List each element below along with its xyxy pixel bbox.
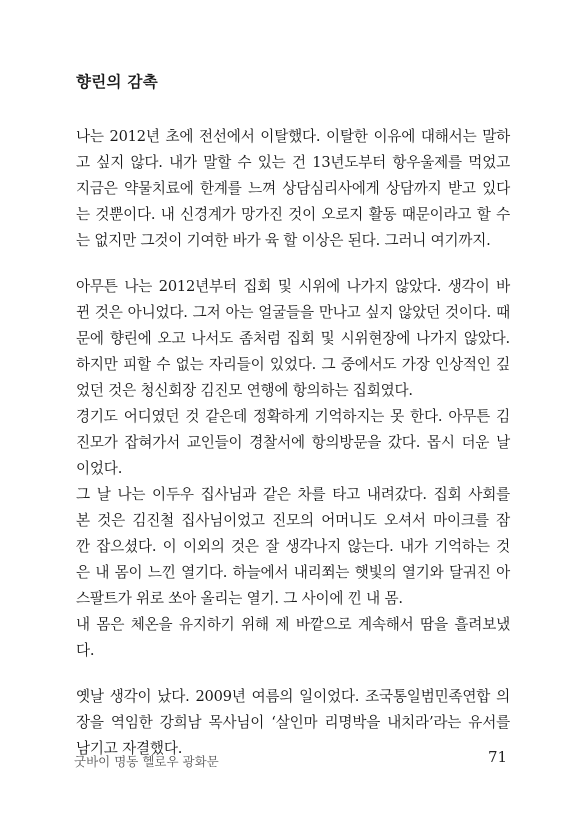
text-line: 경기도 어디였던 것 같은데 정확하게 기억하지는 못 한다. 아무튼 김: [76, 408, 510, 425]
text-line: 장을 역임한 강희남 목사님이 ‘살인마 리명박을 내치라’라는 유서를: [76, 714, 510, 731]
text-line: 은 내 몸이 느낀 열기다. 하늘에서 내리쬐는 햇빛의 열기와 달궈진 아: [76, 564, 510, 581]
page-number: 71: [488, 748, 508, 766]
text-line: 었던 것은 청신회장 김진모 연행에 항의하는 집회였다.: [76, 382, 413, 399]
text-line: 뀐 것은 아니었다. 그저 아는 얼굴들을 만나고 싶지 않았던 것이다. 때: [76, 304, 510, 321]
paragraph-1: [76, 124, 510, 254]
paragraph-gap: [76, 664, 510, 684]
text-line: 아무튼 나는 2012년부터 집회 및 시위에 나가지 않았다. 생각이 바: [76, 278, 510, 295]
text-line: 내 몸은 체온을 유지하기 위해 제 바깥으로 계속해서 땀을 흘려보냈: [76, 616, 510, 633]
paragraph-2: [76, 274, 510, 664]
text-line: 고 싶지 않다. 내가 말할 수 있는 건 13년도부터 항우울제를 먹었고: [76, 154, 510, 171]
text-line: 그 날 나는 이두우 집사님과 같은 차를 타고 내려갔다. 집회 사회를: [76, 486, 510, 503]
body-text: [76, 124, 510, 762]
text-line: 옛날 생각이 났다. 2009년 여름의 일이었다. 조국통일범민족연합 의: [76, 688, 510, 705]
text-line: 나는 2012년 초에 전선에서 이탈했다. 이탈한 이유에 대해서는 말하: [76, 128, 510, 145]
paragraph-gap: [76, 254, 510, 274]
text-line: 본 것은 김진철 집사님이었고 진모의 어머니도 오셔서 마이크를 잠: [76, 512, 510, 529]
text-line: 문에 향린에 오고 나서도 좀처럼 집회 및 시위현장에 나가지 않았다.: [76, 330, 510, 347]
text-line: 남기고 자결했다.: [76, 740, 183, 757]
text-line: 이었다.: [76, 460, 123, 477]
paragraph-3: [76, 684, 510, 762]
text-line: 진모가 잡혀가서 교인들이 경찰서에 항의방문을 갔다. 몹시 더운 날: [76, 434, 510, 451]
text-line: 스팔트가 위로 쏘아 올리는 열기. 그 사이에 낀 내 몸.: [76, 590, 403, 607]
section-heading: 향린의 감촉: [76, 72, 159, 91]
text-line: 는 없지만 그것이 기여한 바가 육 할 이상은 된다. 그러니 여기까지.: [76, 232, 491, 249]
text-line: 하지만 피할 수 없는 자리들이 있었다. 그 중에서도 가장 인상적인 깊: [76, 356, 510, 373]
text-line: 다.: [76, 642, 95, 659]
text-line: 깐 잡으셨다. 이 이외의 것은 잘 생각나지 않는다. 내가 기억하는 것: [76, 538, 510, 555]
text-line: 지금은 약물치료에 한계를 느껴 상담심리사에게 상담까지 받고 있다: [76, 180, 510, 197]
text-line: 는 것뿐이다. 내 신경계가 망가진 것이 오로지 활동 때문이라고 할 수: [76, 206, 510, 223]
running-footer-title: 굿바이 명동 헬로우 광화문: [74, 754, 219, 769]
